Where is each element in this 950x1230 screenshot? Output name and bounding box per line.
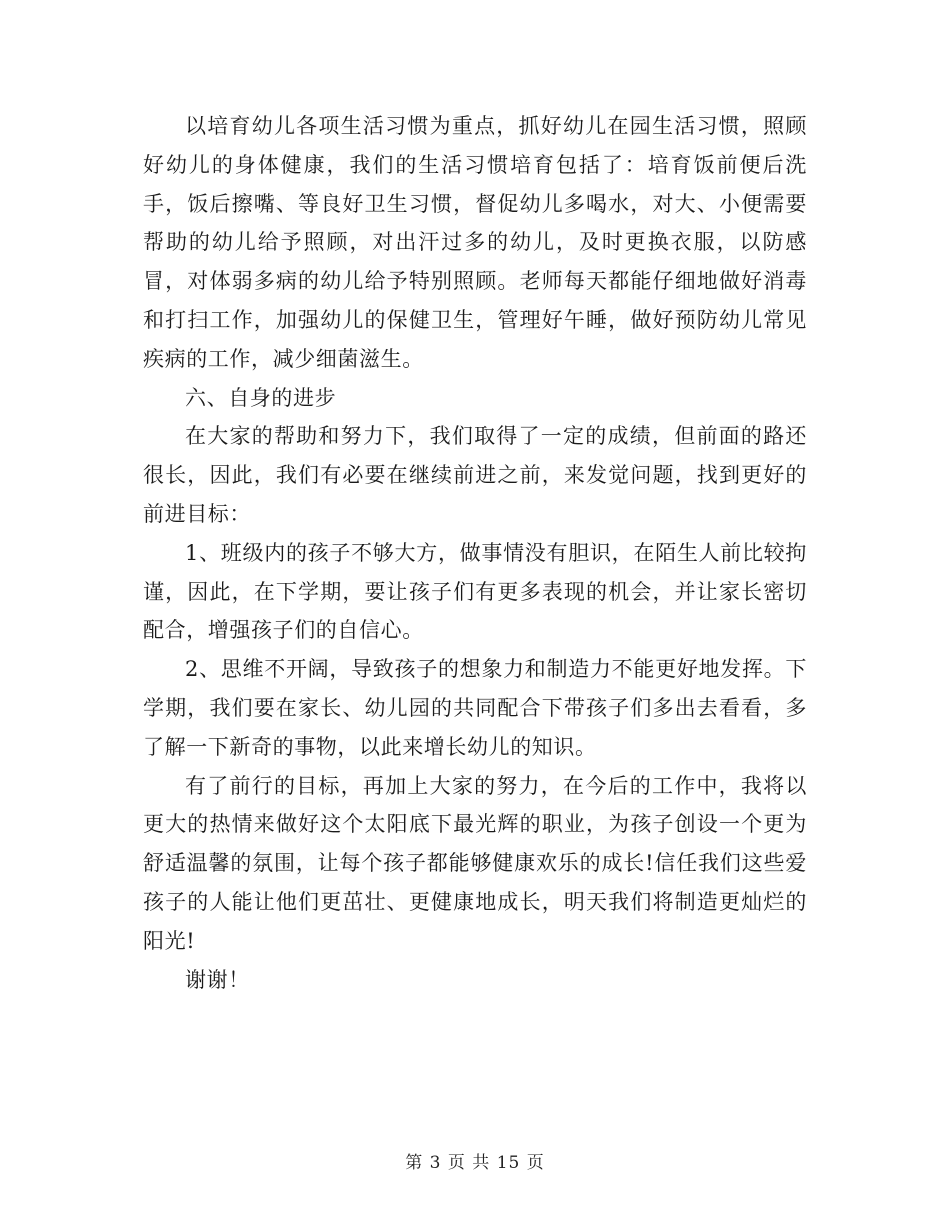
paragraph-conclusion: 有了前行的目标，再加上大家的努力，在今后的工作中，我将以更大的热情来做好这个太阳底下最光辉的职业，为孩子创设一个更为舒适温馨的氛围，让每个孩子都能够健康欢乐的成长!信任我们这些爱孩子的人能让他们更茁壮、更健康地成长，明天我们将制造更灿烂的阳光! [143,773,807,953]
paragraph-goal-1: 1、班级内的孩子不够大方，做事情没有胆识，在陌生人前比较拘谨，因此，在下学期，要让孩子们有更多表现的机会，并让家长密切配合，增强孩子们的自信心。 [143,540,807,643]
page-number-footer: 第 3 页 共 15 页 [405,1153,545,1173]
paragraph-habits: 以培育幼儿各项生活习惯为重点，抓好幼儿在园生活习惯，照顾好幼儿的身体健康，我们的生活习惯培育包括了：培育饭前便后洗手，饭后擦嘴、等良好卫生习惯，督促幼儿多喝水，对大、小便需要帮助的幼儿给予照顾，对出汗过多的幼儿，及时更换衣服，以防感冒，对体弱多病的幼儿给予特别照顾。老师每天都能仔细地做好消毒和打扫工作，加强幼儿的保健卫生，管理好午睡，做好预防幼儿常见疾病的工作，减少细菌滋生。 [143,114,807,371]
document-body [143,107,807,999]
paragraph-goal-2: 2、思维不开阔，导致孩子的想象力和制造力不能更好地发挥。下学期，我们要在家长、幼儿园的共同配合下带孩子们多出去看看，多了解一下新奇的事物，以此来增长幼儿的知识。 [143,657,807,759]
paragraph-thanks: 谢谢！ [185,967,250,992]
paragraph-progress-intro: 在大家的帮助和努力下，我们取得了一定的成绩，但前面的路还很长，因此，我们有必要在继续前进之前，来发觉问题，找到更好的前进目标： [143,424,807,526]
section-heading-self-progress: 六、自身的进步 [185,385,337,410]
